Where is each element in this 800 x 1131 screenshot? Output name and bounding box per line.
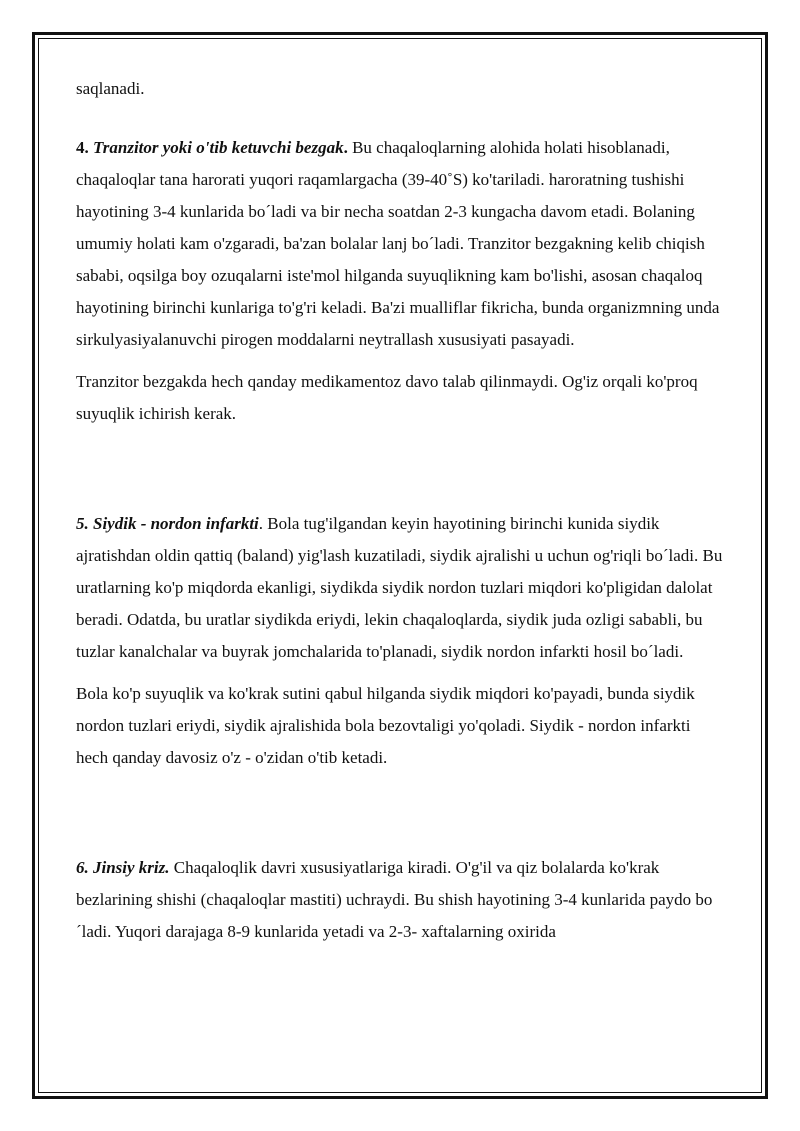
section-6-heading: 6. Jinsiy kriz. — [76, 858, 170, 877]
section-4-heading-period: . — [343, 138, 348, 157]
section-4-paragraph-2: Tranzitor bezgakda hech qanday medikamentoz davo talab qilinmaydi. Og'iz orqali ko'proq suyuqlik ichirish kerak. — [76, 372, 698, 423]
section-4-heading: Tranzitor yoki o'tib ketuvchi bezgak — [93, 138, 344, 157]
intro-tail-paragraph: saqlanadi. — [76, 79, 145, 98]
document-body — [76, 73, 726, 948]
section-4-paragraph — [76, 132, 726, 356]
section-5-body: Bola tug'ilgandan keyin hayotining birinchi kunida siydik ajratishdan oldin qattiq (baland) yig'lash kuzatiladi, siydik ajralishi u uchun og'riqli bo´ladi. Bu uratlarning ko'p miqdorda ekanligi, siydikda siydik nordon tuzlari miqdori ko'pligidan dalolat beradi. Odatda, bu uratlar siydikda eriydi, lekin chaqaloqlarda, siydik juda ozligi sababli, bu tuzlar kanalchalar va buyrak jomchalarida to'planadi, siydik nordon infarkti hosil bo´ladi. — [76, 514, 723, 661]
section-4-number: 4. — [76, 138, 93, 157]
section-6-body: Chaqaloqlik davri xususiyatlariga kiradi. O'g'il va qiz bolalarda ko'krak bezlarining shishi (chaqaloqlar mastiti) uchraydi. Bu shish hayotining 3-4 kunlarida paydo bo´ladi. Yuqori darajaga 8-9 kunlarida yetadi va 2-3- xaftalarning oxirida — [76, 858, 713, 941]
section-4-body: Bu chaqaloqlarning alohida holati hisoblanadi, chaqaloqlar tana harorati yuqori raqamlargacha (39-40˚S) ko'tariladi. haroratning tushishi hayotining 3-4 kunlarida bo´ladi va bir necha soatdan 2-3 kungacha davom etadi. Bolaning umumiy holati kam o'zgaradi, ba'zan bolalar lanj bo´ladi. Tranzitor bezgakning kelib chiqish sababi, oqsilga boy ozuqalarni iste'mol hilganda suyuqlikning kam bo'lishi, asosan chaqaloq hayotining birinchi kunlariga to'g'ri keladi. Ba'zi mualliflar fikricha, bunda organizmning unda sirkulyasiyalanuvchi pirogen moddalarni neytrallash xususiyati pasayadi. — [76, 138, 720, 349]
section-5-paragraph — [76, 508, 726, 668]
section-5-paragraph-2: Bola ko'p suyuqlik va ko'krak sutini qabul hilganda siydik miqdori ko'payadi, bunda siydik nordon tuzlari eriydi, siydik ajralishida bola bezovtaligi yo'qoladi. Siydik - nordon infarkti hech qanday davosiz o'z - o'zidan o'tib ketadi. — [76, 684, 695, 767]
section-5-heading: 5. Siydik - nordon infarkti — [76, 514, 259, 533]
section-5-heading-period: . — [258, 514, 264, 533]
section-6-paragraph — [76, 852, 726, 948]
